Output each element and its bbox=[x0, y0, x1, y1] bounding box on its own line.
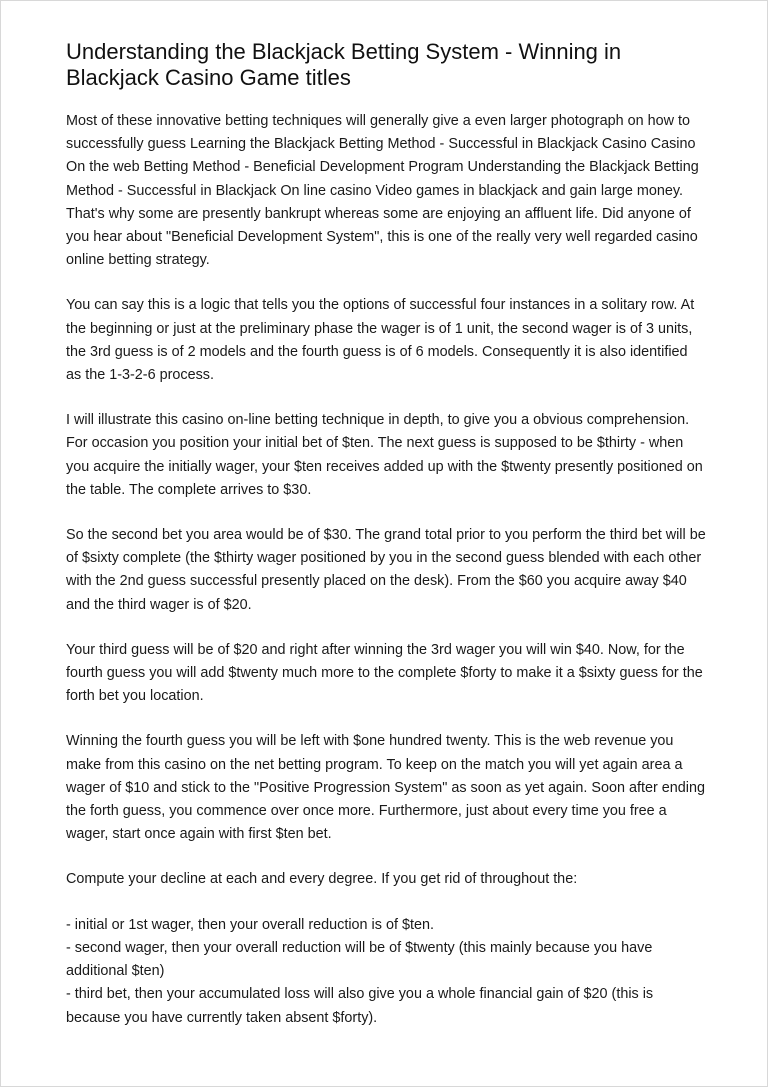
document-title: Understanding the Blackjack Betting System - Winning in Blackjack Casino Game titles bbox=[66, 39, 622, 90]
list-item: - initial or 1st wager, then your overall reduction is of $ten. bbox=[66, 916, 434, 933]
paragraph-logic: You can say this is a logic that tells you the options of successful four instances in a solitary row. At the beginning or just at the preliminary phase the wager is of 1 unit, the second wager is of 3 units, the 3rd guess is of 2 models and the fourth guess is of 6 models. Consequently it is also identified as the 1-3-2-6 process. bbox=[66, 297, 695, 384]
paragraph-intro: Most of these innovative betting techniques will generally give a even larger photograph on how to successfully guess Learning the Blackjack Betting Method - Successful in Blackjack Casino Casino On the web Betting Method - Beneficial Development Program Understanding the Blackjack Betting Method - Successful in Blackjack On line casino Video games in blackjack and gain large money. That's why some are presently bankrupt whereas some are enjoying an affluent life. Did anyone of you hear about "Beneficial Development System", this is one of the really very well regarded casino online betting strategy. bbox=[66, 113, 699, 269]
paragraph-second-bet: So the second bet you area would be of $30. The grand total prior to you perform the third bet will be of $sixty complete (the $thirty wager positioned by you in the second guess blended with each other with the 2nd guess successful presently placed on the desk). From the $60 you acquire away $40 and the third wager is of $20. bbox=[66, 527, 706, 613]
paragraph-compute-loss: Compute your decline at each and every degree. If you get rid of throughout the: bbox=[66, 871, 578, 888]
paragraph-illustration: I will illustrate this casino on-line betting technique in depth, to give you a obvious comprehension. For occasion you position your initial bet of $ten. The next guess is supposed to be $thirty - when you acquire the initially wager, your $ten receives added up with the $twenty presently positioned on the table. The complete arrives to $30. bbox=[66, 412, 703, 498]
list-item: - third bet, then your accumulated loss will also give you a whole financial gain of $20 (this is because you have currently taken absent $forty). bbox=[66, 986, 654, 1026]
document-body bbox=[66, 39, 706, 1030]
paragraph-fourth-bet: Winning the fourth guess you will be left with $one hundred twenty. This is the web revenue you make from this casino on the net betting program. To keep on the match you will yet again area a wager of $10 and stick to the "Positive Progression System" as soon as yet again. Soon after ending the forth guess, you commence over once more. Furthermore, just about every time you free a wager, start once again with first $ten bet. bbox=[66, 733, 705, 843]
list-item: - second wager, then your overall reduction will be of $twenty (this mainly because you have additional $ten) bbox=[66, 939, 653, 980]
loss-list bbox=[66, 914, 706, 1030]
paragraph-third-bet: Your third guess will be of $20 and right after winning the 3rd wager you will win $40. Now, for the fourth guess you will add $twenty much more to the complete $forty to make it a $sixty guess for the forth bet you location. bbox=[66, 641, 703, 705]
